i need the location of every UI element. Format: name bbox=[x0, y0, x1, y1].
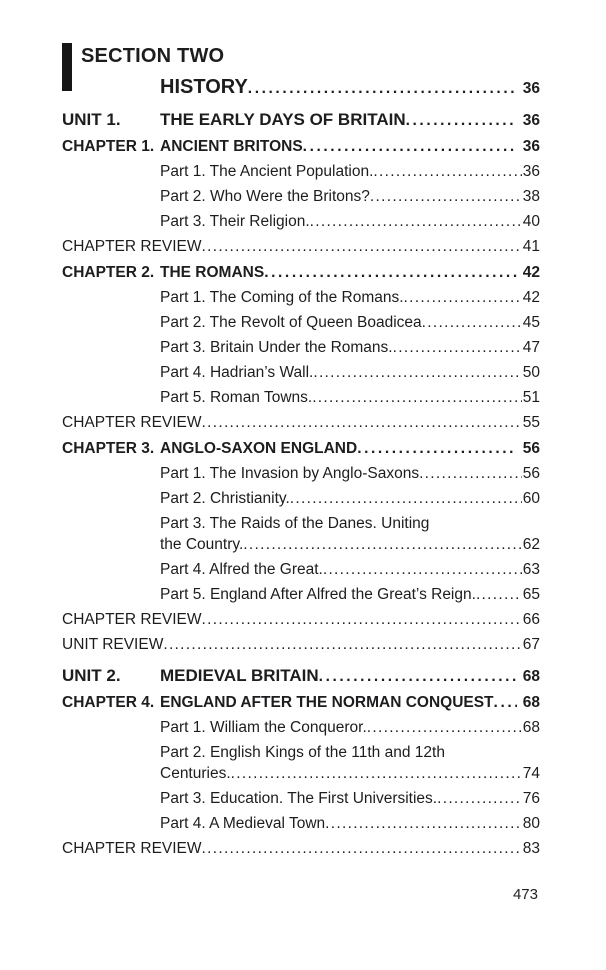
toc-entry-part bbox=[62, 464, 540, 484]
entry-title: Part 3. Education. The First Universities. bbox=[160, 790, 438, 807]
page-number: 68 bbox=[522, 719, 540, 736]
dot-leader bbox=[325, 814, 522, 834]
entry-content bbox=[160, 560, 540, 580]
dot-leader bbox=[313, 363, 521, 383]
entry-content bbox=[160, 666, 540, 687]
dot-leader bbox=[422, 313, 522, 333]
review-label: CHAPTER REVIEW bbox=[62, 840, 202, 857]
page-number: 74 bbox=[522, 765, 540, 782]
toc-entry-part bbox=[62, 313, 540, 333]
entry-title: HISTORY bbox=[160, 76, 248, 98]
toc-entry-part bbox=[62, 814, 540, 834]
entry-title: Part 1. The Ancient Population. bbox=[160, 163, 374, 180]
toc-entry-part bbox=[62, 187, 540, 207]
entry-content bbox=[160, 338, 540, 358]
page-number: 56 bbox=[522, 440, 540, 457]
entry-title: MEDIEVAL BRITAIN bbox=[160, 666, 319, 685]
entry-content bbox=[160, 693, 540, 713]
entry-title: Part 4. A Medieval Town bbox=[160, 815, 326, 832]
dot-leader bbox=[367, 718, 522, 738]
page-number: 67 bbox=[522, 636, 540, 653]
entry-content bbox=[160, 77, 540, 99]
entry-content bbox=[160, 464, 540, 484]
dot-leader bbox=[202, 237, 522, 257]
dot-leader bbox=[370, 187, 522, 207]
entry-content bbox=[160, 313, 540, 333]
page-number: 83 bbox=[522, 840, 540, 857]
dot-leader bbox=[406, 111, 517, 131]
entry-title: Part 4. Hadrian’s Wall. bbox=[160, 364, 314, 381]
toc-entry-chapter bbox=[62, 137, 540, 157]
entry-title: Part 2. Christianity. bbox=[160, 490, 290, 507]
dot-leader bbox=[357, 439, 517, 459]
entry-title-line2 bbox=[160, 764, 540, 784]
entry-content bbox=[160, 137, 540, 157]
page-number: 42 bbox=[522, 289, 540, 306]
entry-title: Part 3. Britain Under the Romans. bbox=[160, 339, 393, 356]
page-number: 51 bbox=[522, 389, 540, 406]
entry-title: Part 1. The Invasion by Anglo-Saxons bbox=[160, 465, 420, 482]
entry-title: Part 3. The Raids of the Danes. Uniting bbox=[160, 515, 430, 532]
entry-label: UNIT 1. bbox=[62, 110, 121, 129]
dot-leader bbox=[419, 464, 522, 484]
page-number: 41 bbox=[522, 238, 540, 255]
entry-title-line1 bbox=[160, 743, 540, 763]
entry-content bbox=[160, 388, 540, 408]
page-number: 66 bbox=[522, 611, 540, 628]
toc-entry-part bbox=[62, 288, 540, 308]
dot-leader bbox=[437, 789, 522, 809]
review-label: CHAPTER REVIEW bbox=[62, 414, 202, 431]
dot-leader bbox=[248, 79, 517, 99]
entry-title: Part 1. The Coming of the Romans. bbox=[160, 289, 404, 306]
entry-title: ANCIENT BRITONS bbox=[160, 138, 303, 155]
toc-entry-part bbox=[62, 162, 540, 182]
toc-entry-part bbox=[62, 560, 540, 580]
dot-leader bbox=[310, 212, 522, 232]
folio-page-number: 473 bbox=[512, 886, 538, 903]
entry-content bbox=[160, 718, 540, 738]
entry-title: Part 2. The Revolt of Queen Boadicea bbox=[160, 314, 422, 331]
page-number: 56 bbox=[522, 465, 540, 482]
entry-content bbox=[160, 585, 540, 605]
page-number: 55 bbox=[522, 414, 540, 431]
page-number: 36 bbox=[522, 112, 540, 129]
dot-leader bbox=[323, 560, 522, 580]
toc-entry-part bbox=[62, 338, 540, 358]
entry-title: Part 5. England After Alfred the Great’s Reign. bbox=[160, 586, 476, 603]
dot-leader bbox=[202, 413, 522, 433]
page-number: 40 bbox=[522, 213, 540, 230]
entry-content bbox=[160, 110, 540, 131]
entry-label: CHAPTER 2. bbox=[62, 264, 155, 281]
review-label: UNIT REVIEW bbox=[62, 636, 164, 653]
page-number: 80 bbox=[522, 815, 540, 832]
toc-entry-part bbox=[62, 718, 540, 738]
toc-entry-review bbox=[62, 237, 540, 257]
review-label: CHAPTER REVIEW bbox=[62, 611, 202, 628]
entry-title-continued: Centuries. bbox=[160, 765, 231, 782]
dot-leader bbox=[494, 693, 517, 713]
dot-leader bbox=[202, 610, 522, 630]
toc-entry-part bbox=[62, 212, 540, 232]
toc-entry-chapter bbox=[62, 439, 540, 459]
toc-entry-review bbox=[62, 413, 540, 433]
entry-title: Part 5. Roman Towns. bbox=[160, 389, 313, 406]
entry-title: ENGLAND AFTER THE NORMAN CONQUEST bbox=[160, 694, 494, 711]
page-number: 36 bbox=[522, 138, 540, 155]
toc-entry-part bbox=[62, 514, 540, 555]
dot-leader bbox=[231, 764, 522, 784]
page-number: 36 bbox=[522, 163, 540, 180]
entry-label: CHAPTER 3. bbox=[62, 440, 155, 457]
dot-leader bbox=[373, 162, 521, 182]
dot-leader bbox=[290, 489, 522, 509]
page-number: 63 bbox=[522, 561, 540, 578]
dot-leader bbox=[202, 839, 522, 859]
entry-content bbox=[160, 212, 540, 232]
dot-leader bbox=[243, 535, 521, 555]
toc-entry-review bbox=[62, 839, 540, 859]
toc-entry-unit bbox=[62, 110, 540, 131]
toc-entry-part bbox=[62, 789, 540, 809]
page-number: 45 bbox=[522, 314, 540, 331]
toc-entry-part bbox=[62, 585, 540, 605]
entry-content bbox=[160, 439, 540, 459]
toc-entry-review bbox=[62, 635, 540, 655]
entry-title-continued: the Country. bbox=[160, 536, 244, 553]
entry-content bbox=[160, 743, 540, 784]
entry-content bbox=[160, 263, 540, 283]
entry-title-line2 bbox=[160, 535, 540, 555]
entry-content bbox=[160, 814, 540, 834]
page-number: 60 bbox=[522, 490, 540, 507]
entry-content bbox=[160, 288, 540, 308]
entry-content bbox=[160, 789, 540, 809]
entry-title: Part 3. Their Religion. bbox=[160, 213, 310, 230]
entry-title: Part 2. English Kings of the 11th and 12th bbox=[160, 744, 445, 761]
entry-title: Part 2. Who Were the Britons? bbox=[160, 188, 370, 205]
page-number: 68 bbox=[522, 668, 540, 685]
entry-title: THE ROMANS bbox=[160, 264, 265, 281]
page-number: 36 bbox=[522, 80, 540, 97]
entry-label: UNIT 2. bbox=[62, 666, 121, 685]
toc-entry-part bbox=[62, 743, 540, 784]
entry-label: CHAPTER 4. bbox=[62, 694, 155, 711]
page-number: 42 bbox=[522, 264, 540, 281]
dot-leader bbox=[303, 137, 517, 157]
entry-content bbox=[160, 187, 540, 207]
dot-leader bbox=[312, 388, 522, 408]
page-number: 62 bbox=[522, 536, 540, 553]
dot-leader bbox=[393, 338, 522, 358]
section-accent-bar bbox=[62, 43, 72, 91]
toc-entry-part bbox=[62, 388, 540, 408]
page-number: 65 bbox=[522, 586, 540, 603]
toc-list bbox=[62, 77, 540, 859]
entry-title: ANGLO-SAXON ENGLAND bbox=[160, 440, 358, 457]
entry-title: Part 1. William the Conqueror. bbox=[160, 719, 367, 736]
page-number: 68 bbox=[522, 694, 540, 711]
section-label: SECTION TWO bbox=[81, 45, 225, 67]
toc-entry-chapter bbox=[62, 693, 540, 713]
dot-leader bbox=[264, 263, 517, 283]
page-number: 50 bbox=[522, 364, 540, 381]
dot-leader bbox=[319, 667, 517, 687]
entry-content bbox=[160, 489, 540, 509]
entry-content bbox=[160, 162, 540, 182]
toc-entry-title bbox=[62, 77, 540, 99]
page-number: 38 bbox=[522, 188, 540, 205]
dot-leader bbox=[163, 635, 521, 655]
entry-label: CHAPTER 1. bbox=[62, 138, 155, 155]
dot-leader bbox=[404, 288, 522, 308]
page-number: 47 bbox=[522, 339, 540, 356]
toc-entry-part bbox=[62, 363, 540, 383]
toc-entry-part bbox=[62, 489, 540, 509]
toc-entry-review bbox=[62, 610, 540, 630]
toc-entry-unit bbox=[62, 666, 540, 687]
entry-title: THE EARLY DAYS OF BRITAIN bbox=[160, 110, 406, 129]
toc-entry-chapter bbox=[62, 263, 540, 283]
entry-content bbox=[160, 514, 540, 555]
page-number: 76 bbox=[522, 790, 540, 807]
dot-leader bbox=[476, 585, 522, 605]
entry-title: Part 4. Alfred the Great. bbox=[160, 561, 323, 578]
entry-title-line1 bbox=[160, 514, 540, 534]
entry-content bbox=[160, 363, 540, 383]
review-label: CHAPTER REVIEW bbox=[62, 238, 202, 255]
